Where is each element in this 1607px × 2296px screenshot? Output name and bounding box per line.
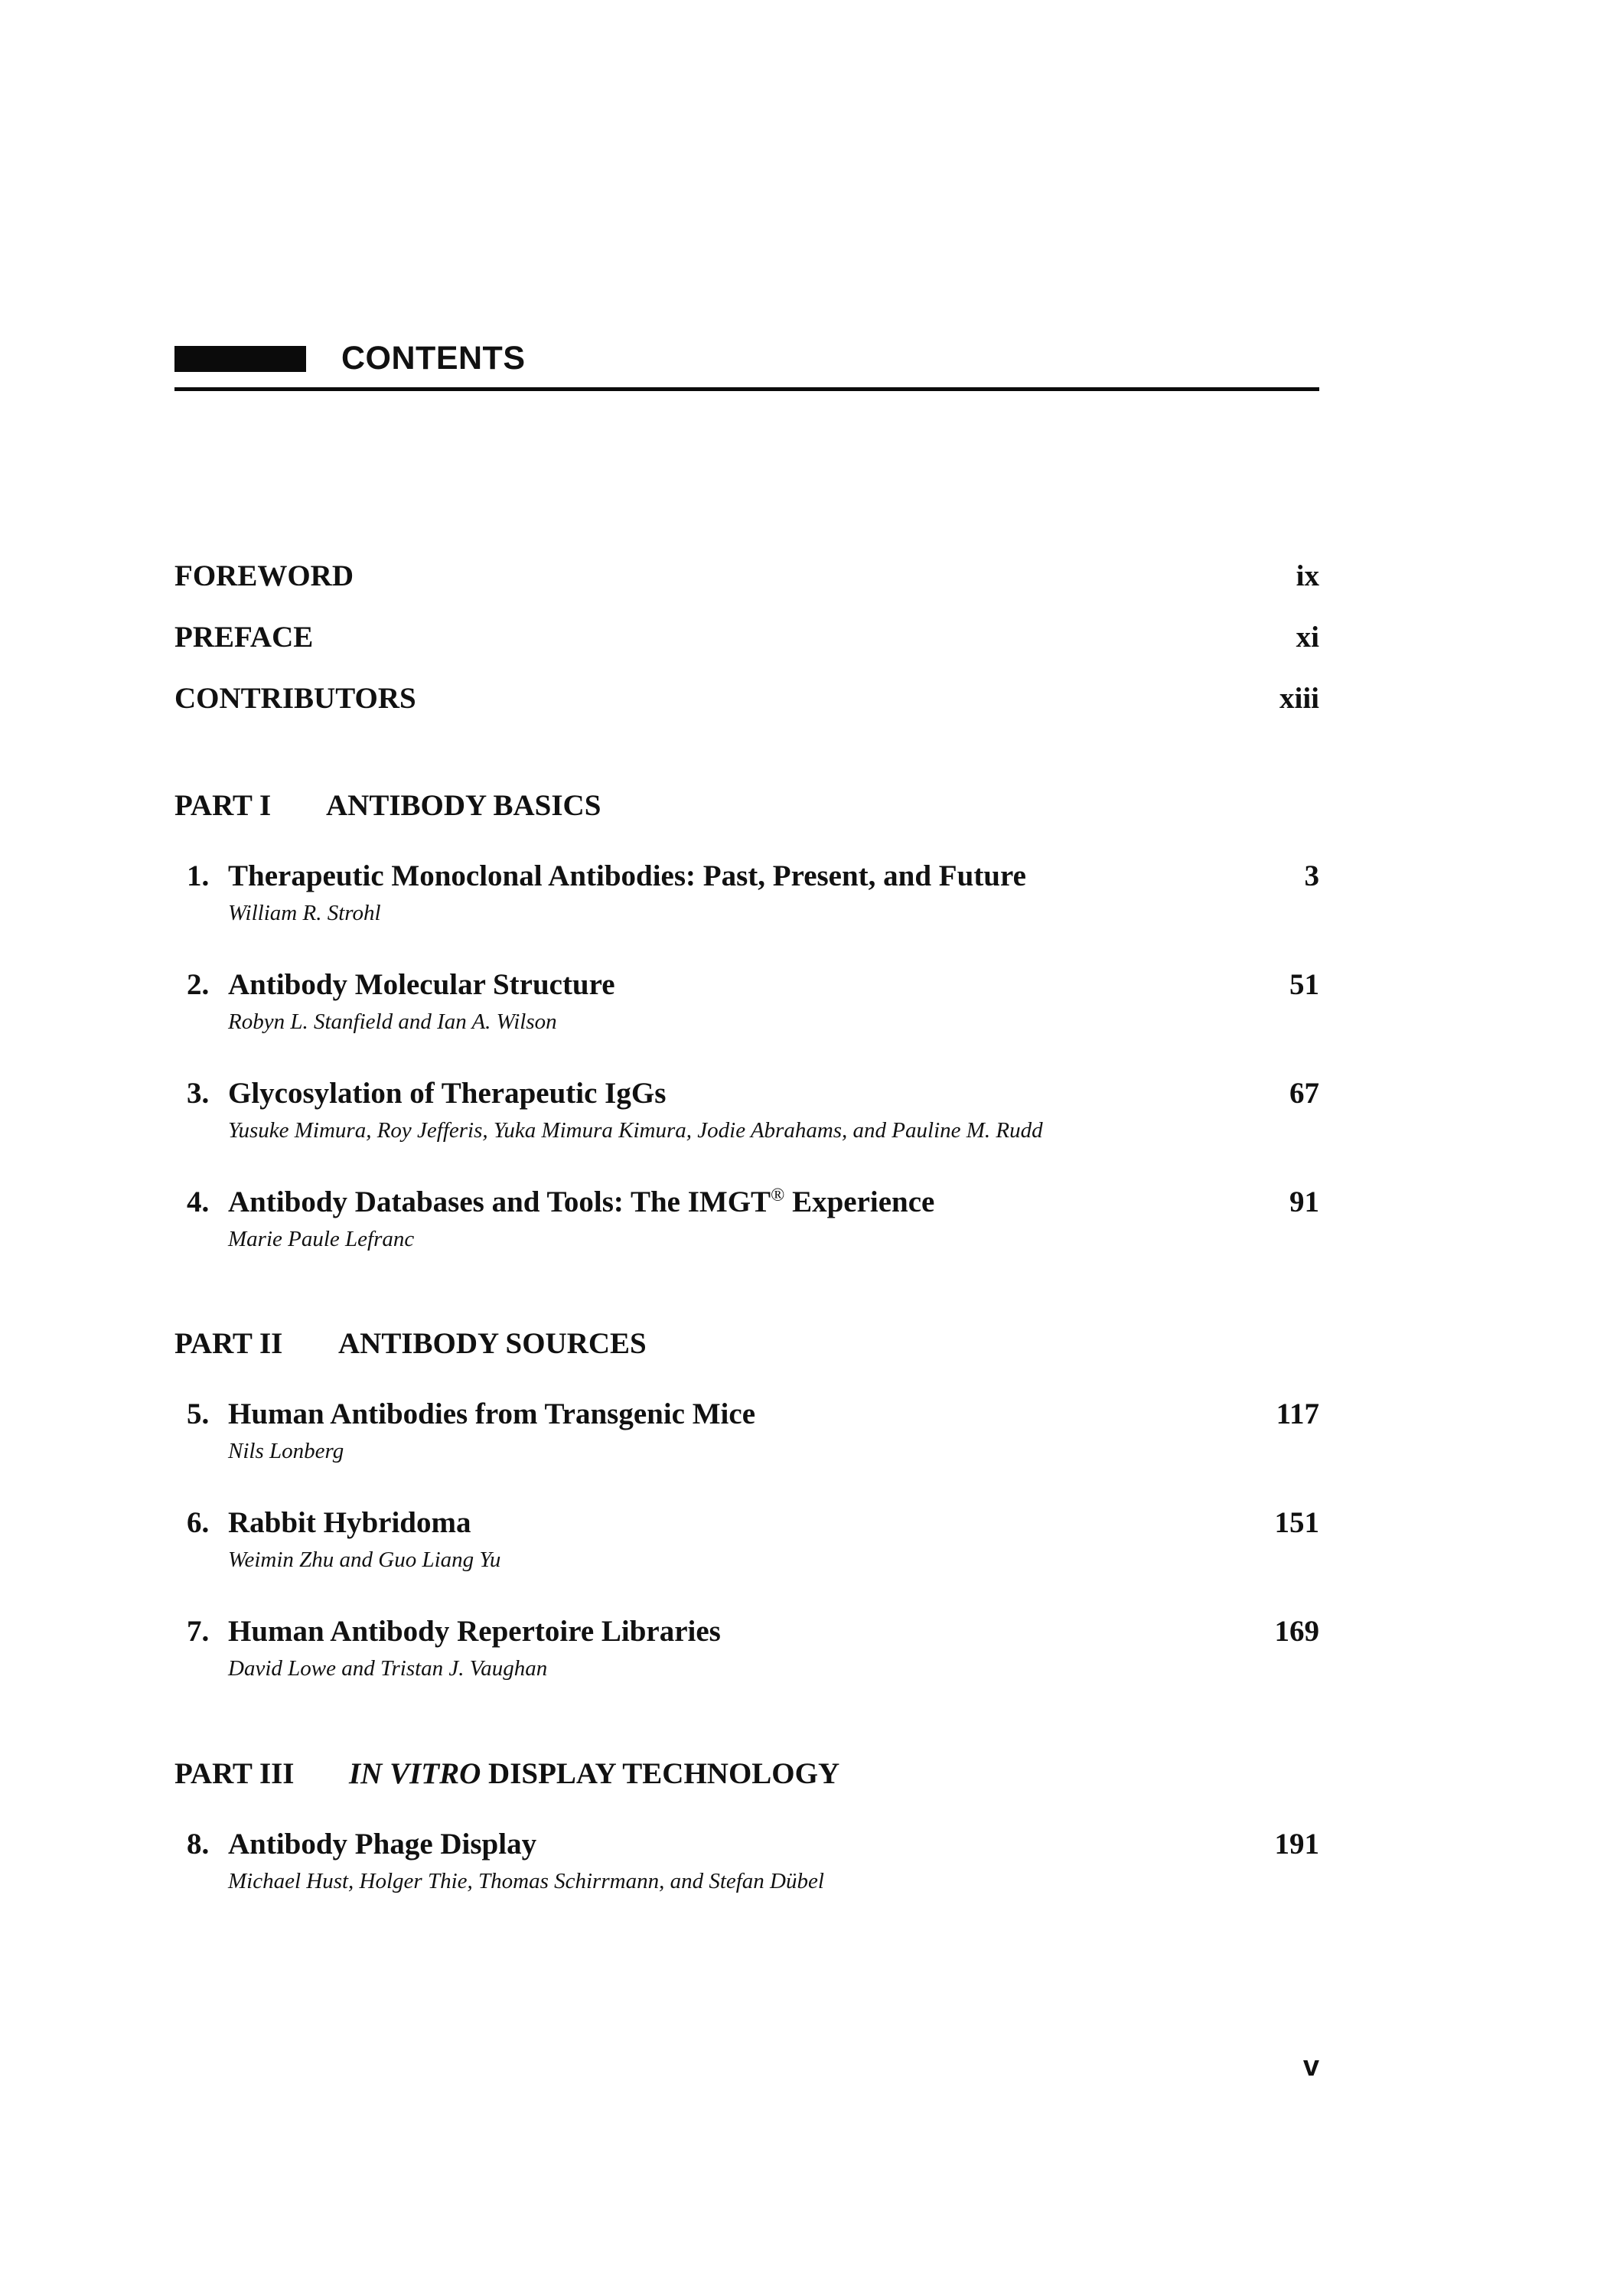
chapter-page: 117 <box>1276 1397 1319 1430</box>
chapter-number: 6. <box>187 1506 210 1539</box>
chapter-authors: Nils Lonberg <box>228 1439 344 1463</box>
chapter-number: 5. <box>187 1397 210 1430</box>
chapter-title <box>228 1181 934 1224</box>
header-rule <box>174 387 1319 391</box>
chapter-title: Human Antibody Repertoire Libraries <box>228 1615 721 1648</box>
part-1 <box>174 784 1319 1290</box>
part-heading <box>174 1322 1319 1365</box>
chapter-title: Glycosylation of Therapeutic IgGs <box>228 1077 667 1110</box>
front-matter-page: xiii <box>1279 682 1319 715</box>
chapter-entry-1[interactable] <box>174 855 1319 964</box>
chapter-page: 91 <box>1289 1186 1319 1218</box>
part-3 <box>174 1753 1319 1932</box>
header-black-bar <box>174 346 306 372</box>
part-title: ANTIBODY BASICS <box>326 789 601 822</box>
chapter-number: 2. <box>187 968 210 1001</box>
chapter-title: Human Antibodies from Transgenic Mice <box>228 1397 756 1430</box>
chapter-number: 8. <box>187 1828 210 1861</box>
chapter-number: 3. <box>187 1077 210 1110</box>
contents-header <box>174 337 1319 392</box>
chapter-entry-4[interactable] <box>174 1181 1319 1290</box>
front-matter-entry-preface[interactable] <box>174 616 1319 677</box>
chapter-entry-5[interactable] <box>174 1393 1319 1502</box>
part-2 <box>174 1322 1319 1719</box>
part-label: PART III <box>174 1757 295 1790</box>
chapter-title: Antibody Molecular Structure <box>228 968 615 1001</box>
chapter-entry-7[interactable] <box>174 1610 1319 1719</box>
chapter-page: 151 <box>1274 1506 1319 1539</box>
chapter-page: 67 <box>1289 1077 1319 1110</box>
chapter-page: 51 <box>1289 968 1319 1001</box>
chapter-entry-6[interactable] <box>174 1502 1319 1610</box>
chapter-authors: Weimin Zhu and Guo Liang Yu <box>228 1548 501 1572</box>
chapter-page: 169 <box>1274 1615 1319 1648</box>
chapter-page: 3 <box>1304 859 1319 892</box>
page-title: CONTENTS <box>341 340 526 377</box>
chapter-title: Antibody Phage Display <box>228 1828 537 1861</box>
chapter-number: 7. <box>187 1615 210 1648</box>
front-matter-list <box>174 555 1319 739</box>
front-matter-entry-foreword[interactable] <box>174 555 1319 616</box>
chapter-number: 4. <box>187 1186 210 1218</box>
chapter-authors: Robyn L. Stanfield and Ian A. Wilson <box>228 1009 557 1034</box>
part-title-italic: IN VITRO <box>349 1757 481 1790</box>
chapter-entry-3[interactable] <box>174 1072 1319 1181</box>
chapter-authors: Yusuke Mimura, Roy Jefferis, Yuka Mimura Kimura, Jodie Abrahams, and Pauline M. Rudd <box>228 1118 1043 1143</box>
front-matter-label: CONTRIBUTORS <box>174 682 416 715</box>
front-matter-page: xi <box>1296 621 1319 654</box>
registered-mark: ® <box>771 1186 785 1205</box>
chapter-title-end: Experience <box>784 1186 935 1218</box>
chapter-authors: Marie Paule Lefranc <box>228 1227 415 1251</box>
chapter-page: 191 <box>1274 1828 1319 1861</box>
part-label: PART I <box>174 789 272 822</box>
part-title-rest: DISPLAY TECHNOLOGY <box>481 1757 840 1790</box>
part-heading <box>174 784 1319 827</box>
part-title: ANTIBODY SOURCES <box>338 1327 647 1360</box>
front-matter-label: PREFACE <box>174 621 314 654</box>
chapter-authors: David Lowe and Tristan J. Vaughan <box>228 1656 548 1681</box>
front-matter-entry-contributors[interactable] <box>174 677 1319 739</box>
chapter-number: 1. <box>187 859 210 892</box>
front-matter-label: FOREWORD <box>174 559 354 592</box>
page-number: v <box>1302 2050 1319 2082</box>
chapter-title: Therapeutic Monoclonal Antibodies: Past, Present, and Future <box>228 859 1026 892</box>
front-matter-page: ix <box>1296 559 1319 592</box>
part-title <box>349 1753 839 1795</box>
chapter-authors: William R. Strohl <box>228 901 381 925</box>
chapter-entry-8[interactable] <box>174 1823 1319 1932</box>
chapter-authors: Michael Hust, Holger Thie, Thomas Schirrmann, and Stefan Dübel <box>228 1869 824 1893</box>
chapter-title: Rabbit Hybridoma <box>228 1506 471 1539</box>
chapter-title-main: Antibody Databases and Tools: The IMGT <box>228 1186 771 1218</box>
part-label: PART II <box>174 1327 283 1360</box>
chapter-entry-2[interactable] <box>174 964 1319 1072</box>
part-heading <box>174 1753 1319 1795</box>
